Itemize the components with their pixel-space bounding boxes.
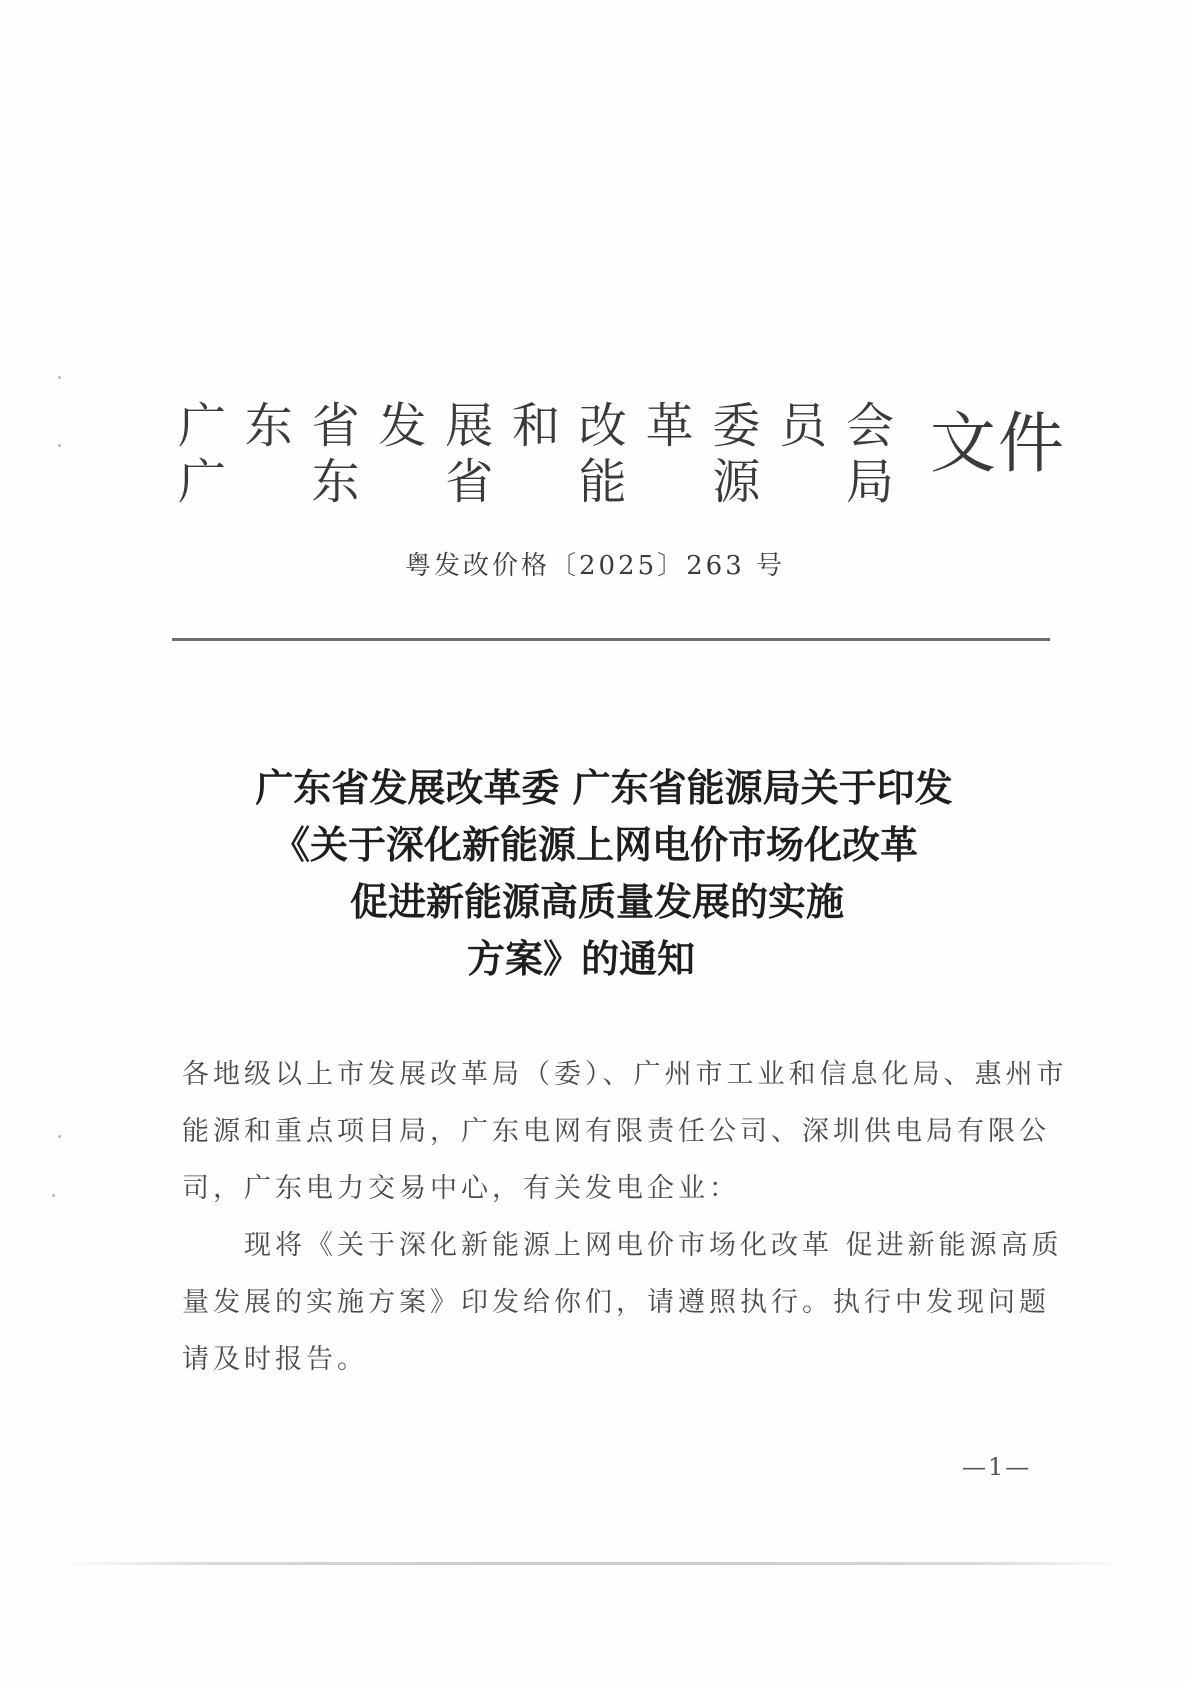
document-title (0, 760, 1190, 988)
scan-speck (58, 444, 61, 447)
agency-char: 会 (845, 398, 894, 454)
agency-char: 员 (779, 398, 828, 454)
document-number: 粤发改价格〔2025〕263 号 (404, 551, 786, 581)
agency-char: 发 (378, 398, 427, 454)
title-line: 广东省发展改革委 广东省能源局关于印发 (255, 766, 953, 810)
agency-char: 省 (311, 398, 360, 454)
agency-char: 委 (712, 398, 761, 454)
scan-speck (52, 1194, 55, 1197)
addressee-line: 司，广东电力交易中心，有关发电企业： (182, 1173, 740, 1204)
agency-char: 展 (445, 398, 494, 454)
header-divider (172, 638, 1050, 641)
body-paragraph-line: 现将《关于深化新能源上网电价市场化改革 促进新能源高质 (244, 1230, 1063, 1261)
agency-char: 革 (645, 398, 694, 454)
title-line: 方案》的通知 (466, 937, 695, 981)
scan-artifact-line (60, 1562, 1130, 1565)
title-line: 促进新能源高质量发展的实施 (349, 880, 844, 924)
addressee-line: 能源和重点项目局，广东电网有限责任公司、深圳供电局有限公 (182, 1116, 1050, 1147)
agency-char: 和 (511, 398, 560, 454)
page-number: —1— (962, 1453, 1032, 1481)
document-type-label: 文件 (930, 405, 1066, 482)
scan-speck (58, 376, 61, 379)
agency-char: 广 (178, 398, 227, 454)
addressee-line: 各地级以上市发展改革局（委）、广州市工业和信息化局、惠州市 (182, 1059, 1068, 1090)
agency-char: 东 (244, 398, 293, 454)
document-header (178, 396, 1078, 516)
body-paragraph-line: 量发展的实施方案》印发给你们，请遵照执行。执行中发现问题 (182, 1287, 1050, 1318)
agency-name-line-1 (178, 398, 894, 454)
agency-char: 广 (178, 454, 227, 510)
agency-char: 东 (311, 454, 360, 510)
agency-char: 省 (445, 454, 494, 510)
scan-speck (58, 1135, 61, 1138)
document-body (182, 1046, 1068, 1388)
agency-char: 局 (845, 454, 894, 510)
agency-name-line-2 (178, 454, 894, 510)
agency-char: 源 (712, 454, 761, 510)
title-line: 《关于深化新能源上网电价市场化改革 (271, 823, 918, 867)
agency-char: 能 (578, 454, 627, 510)
agency-char: 改 (578, 398, 627, 454)
body-paragraph-line: 请及时报告。 (182, 1344, 368, 1375)
